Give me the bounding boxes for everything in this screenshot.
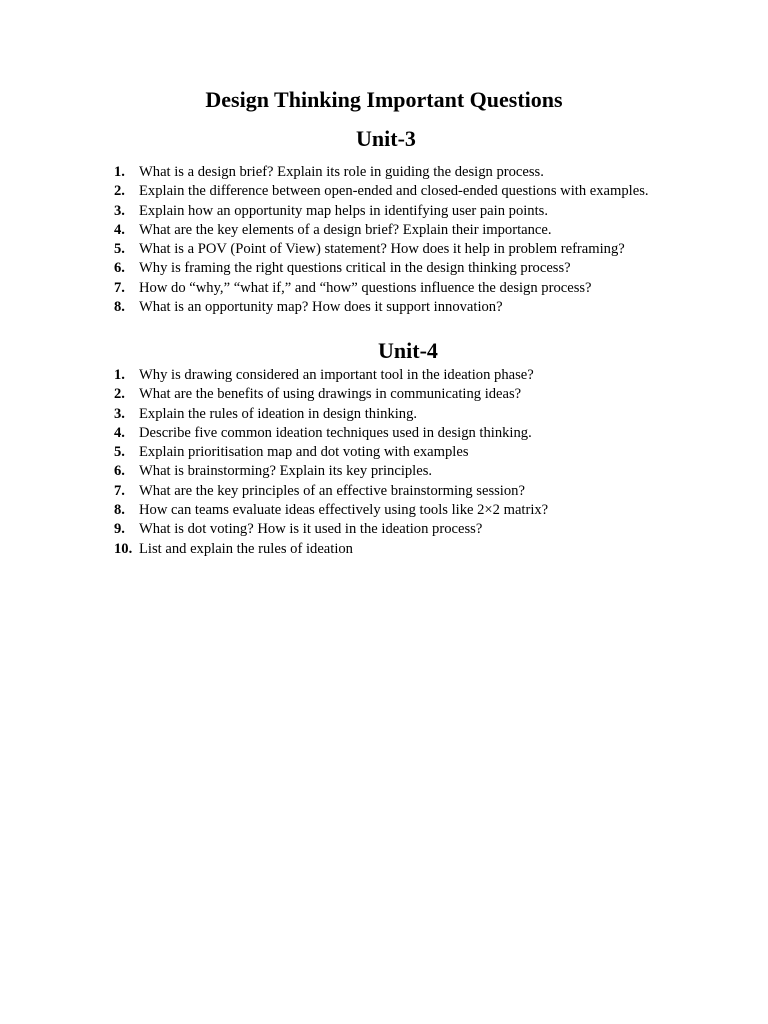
question-number: 4. xyxy=(114,221,125,238)
question-text: What is a design brief? Explain its role in guiding the design process. xyxy=(139,164,544,180)
question-number: 2. xyxy=(114,386,125,403)
question-number: 5. xyxy=(114,241,125,258)
question-number: 6. xyxy=(114,463,125,480)
question-item xyxy=(114,366,674,385)
question-number: 3. xyxy=(114,405,125,422)
question-number: 6. xyxy=(114,260,125,277)
question-text: What are the key principles of an effective brainstorming session? xyxy=(139,482,525,499)
question-item xyxy=(114,221,674,240)
question-text: What is a POV (Point of View) statement? How does it help in problem reframing? xyxy=(139,241,625,258)
question-number: 8. xyxy=(114,299,125,316)
question-number: 4. xyxy=(114,424,125,441)
question-item xyxy=(114,482,674,501)
question-item xyxy=(114,540,674,559)
question-text: How can teams evaluate ideas effectively using tools like 2×2 matrix? xyxy=(139,502,549,519)
question-number: 9. xyxy=(114,521,125,538)
question-text: What is an opportunity map? How does it support innovation? xyxy=(139,299,503,316)
unit-4-question-list xyxy=(114,366,674,559)
question-item xyxy=(114,424,674,443)
unit-3-question-list xyxy=(114,163,674,317)
question-item xyxy=(114,520,674,539)
question-item xyxy=(114,182,674,201)
question-text: Explain the difference between open-ended and closed-ended questions with examples. xyxy=(139,183,649,200)
question-item xyxy=(114,259,674,278)
question-number: 8. xyxy=(114,502,125,519)
question-number: 10. xyxy=(114,540,133,557)
question-number: 5. xyxy=(114,444,125,461)
question-text: What are the key elements of a design brief? Explain their importance. xyxy=(139,221,552,238)
question-text: Explain the rules of ideation in design thinking. xyxy=(139,405,418,422)
question-item xyxy=(114,405,674,424)
question-text: How do “why,” “what if,” and “how” questions influence the design process? xyxy=(139,279,592,296)
question-text: Describe five common ideation techniques used in design thinking. xyxy=(139,424,532,441)
question-text: What is brainstorming? Explain its key principles. xyxy=(139,463,433,480)
question-text: Explain how an opportunity map helps in identifying user pain points. xyxy=(139,202,548,219)
question-item xyxy=(114,202,674,221)
question-text: List and explain the rules of ideation xyxy=(139,540,353,557)
question-number: 3. xyxy=(114,202,125,219)
question-item xyxy=(114,279,674,298)
question-item xyxy=(114,501,674,520)
question-text: Why is drawing considered an important tool in the ideation phase? xyxy=(139,367,534,383)
question-number: 1. xyxy=(114,164,125,180)
question-item xyxy=(114,163,674,182)
question-item xyxy=(114,298,674,317)
question-text: Why is framing the right questions critical in the design thinking process? xyxy=(139,260,571,277)
question-number: 7. xyxy=(114,279,125,296)
question-text: Explain prioritisation map and dot voting with examples xyxy=(139,444,469,461)
document-title: Design Thinking Important Questions xyxy=(205,87,563,112)
question-number: 7. xyxy=(114,482,125,499)
question-item xyxy=(114,240,674,259)
question-text: What are the benefits of using drawings in communicating ideas? xyxy=(139,386,522,403)
question-item xyxy=(114,385,674,404)
unit-4-heading: Unit-4 xyxy=(378,338,438,363)
question-text: What is dot voting? How is it used in the ideation process? xyxy=(139,521,483,538)
question-number: 1. xyxy=(114,367,125,383)
unit-3-heading: Unit-3 xyxy=(356,126,416,151)
question-item xyxy=(114,462,674,481)
question-item xyxy=(114,443,674,462)
question-number: 2. xyxy=(114,183,125,200)
